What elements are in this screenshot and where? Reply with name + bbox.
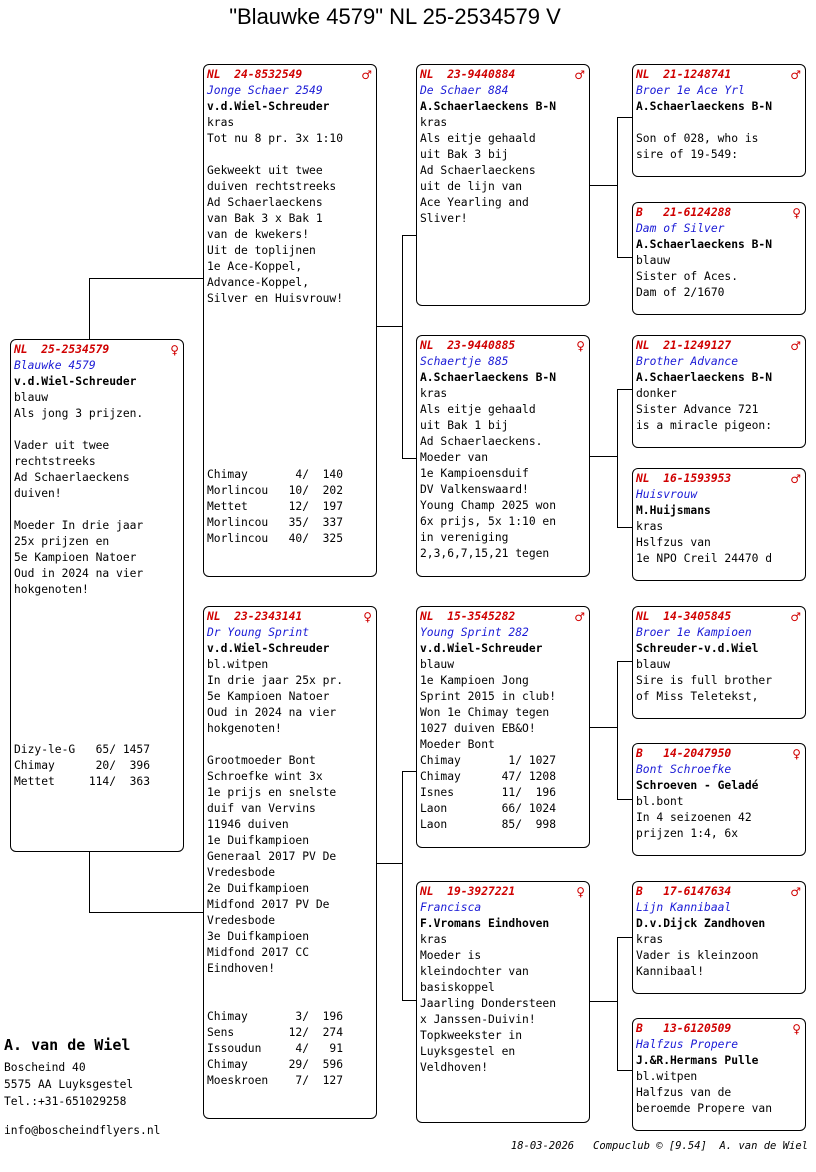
- info-line: Isnes 11/ 196: [420, 786, 557, 799]
- info-line: kleindochter van: [420, 965, 529, 978]
- info-line: sire of 19-549:: [636, 148, 739, 161]
- connector: [402, 771, 417, 772]
- info-line: Moeder is: [420, 949, 482, 962]
- pigeon-name: Broer 1e Kampioen: [636, 626, 752, 639]
- info-line: Son of 028, who is: [636, 132, 759, 145]
- info-line: Ad Schaerlaeckens.: [420, 435, 543, 448]
- info-line: Oud in 2024 na vier: [207, 706, 337, 719]
- info-line: In 4 seizoenen 42: [636, 811, 752, 824]
- info-line: 1e Ace-Koppel,: [207, 260, 303, 273]
- info-line: Sire is full brother: [636, 674, 773, 687]
- ring-number: NL 21-1249127 ♂: [636, 339, 801, 353]
- info-line: bl.witpen: [207, 658, 269, 671]
- info-line: of Miss Teletekst,: [636, 690, 759, 703]
- info-line: kras: [636, 520, 664, 533]
- breeder: A.Schaerlaeckens B-N: [420, 371, 557, 384]
- info-line: blauw: [420, 658, 455, 671]
- results-list: [207, 1009, 373, 1089]
- breeder: v.d.Wiel-Schreuder: [207, 642, 330, 655]
- breeder: D.v.Dijck Zandhoven: [636, 917, 766, 930]
- connector: [589, 1001, 617, 1002]
- owner-address: Boscheind 40: [4, 1061, 86, 1074]
- info-line: 1e Duifkampioen: [207, 834, 310, 847]
- info-line: Luyksgestel en: [420, 1045, 516, 1058]
- info-line: Oud in 2024 na vier: [14, 567, 144, 580]
- info-line: kras: [207, 116, 235, 129]
- info-line: Grootmoeder Bont: [207, 754, 316, 767]
- info-line: beroemde Propere van: [636, 1102, 773, 1115]
- info-line: hokgenoten!: [14, 583, 89, 596]
- pigeon-name: Halfzus Propere: [636, 1038, 739, 1051]
- results-list: [14, 742, 180, 790]
- ring-number: NL 16-1593953 ♂: [636, 472, 801, 486]
- ring-number: NL 23-9440884 ♂: [420, 68, 585, 82]
- connector: [617, 937, 618, 1070]
- info-line: duiven rechtstreeks: [207, 180, 337, 193]
- pigeon-name: Dr Young Sprint: [207, 626, 310, 639]
- info-line: Ad Schaerlaeckens: [420, 164, 536, 177]
- pigeon-card-fmm[interactable]: [632, 468, 806, 581]
- ring-number: NL 23-9440885 ♀: [420, 339, 585, 353]
- result-row: Issoudun 4/ 91: [207, 1042, 344, 1055]
- pigeon-name: Broer 1e Ace Yrl: [636, 84, 745, 97]
- pigeon-card-mff[interactable]: [632, 606, 806, 719]
- info-line: blauw: [14, 391, 49, 404]
- info-line: Moeder In drie jaar: [14, 519, 144, 532]
- result-row: Chimay 3/ 196: [207, 1010, 344, 1023]
- connector: [617, 937, 633, 938]
- breeder: A.Schaerlaeckens B-N: [636, 238, 773, 251]
- result-row: Chimay 29/ 596: [207, 1058, 344, 1071]
- info-line: 2e Duifkampioen: [207, 882, 310, 895]
- info-line: Laon 66/ 1024: [420, 802, 557, 815]
- connector: [617, 799, 633, 800]
- pigeon-name: De Schaer 884: [420, 84, 509, 97]
- info-line: prijzen 1:4, 6x: [636, 827, 739, 840]
- info-line: Sliver!: [420, 212, 468, 225]
- ring-number: NL 24-8532549 ♂: [207, 68, 372, 82]
- connector: [617, 257, 633, 258]
- owner-name: A. van de Wiel: [4, 1036, 131, 1054]
- info-line: uit de lijn van: [420, 180, 523, 193]
- info-line: 1e prijs en snelste: [207, 786, 337, 799]
- info-line: Tot nu 8 pr. 3x 1:10: [207, 132, 344, 145]
- result-row: Mettet 12/ 197: [207, 500, 344, 513]
- info-line: Sister of Aces.: [636, 270, 739, 283]
- info-line: 1e Kampioensduif: [420, 467, 529, 480]
- info-line: DV Valkenswaard!: [420, 483, 529, 496]
- sex-symbol: ♂: [574, 610, 585, 624]
- info-line: Moeder van: [420, 451, 489, 464]
- sex-symbol: ♀: [363, 610, 372, 624]
- info-line: Young Champ 2025 won: [420, 499, 557, 512]
- ring-number: NL 15-3545282 ♂: [420, 610, 585, 624]
- info-line: Chimay 1/ 1027: [420, 754, 557, 767]
- info-line: Chimay 47/ 1208: [420, 770, 557, 783]
- pigeon-card-main[interactable]: [10, 339, 184, 852]
- pigeon-card-mm[interactable]: [416, 881, 590, 1123]
- info-line: is a miracle pigeon:: [636, 419, 773, 432]
- info-line: blauw: [636, 254, 671, 267]
- info-line: kras: [636, 933, 664, 946]
- pigeon-name: Brother Advance: [636, 355, 739, 368]
- info-line: [14, 422, 180, 438]
- info-line: Veldhoven!: [420, 1061, 489, 1074]
- breeder: A.Schaerlaeckens B-N: [636, 100, 773, 113]
- info-line: Vredesbode: [207, 866, 276, 879]
- connector: [617, 117, 633, 118]
- sex-symbol: ♂: [790, 472, 801, 486]
- pigeon-card-mf[interactable]: [416, 606, 590, 848]
- info-line: Advance-Koppel,: [207, 276, 310, 289]
- info-line: donker: [636, 387, 677, 400]
- info-line: Als eitje gehaald: [420, 132, 536, 145]
- connector: [617, 117, 618, 257]
- sex-symbol: ♀: [792, 1022, 801, 1036]
- info-line: Vader uit twee: [14, 439, 110, 452]
- owner-email[interactable]: info@boscheindflyers.nl: [4, 1124, 161, 1137]
- connector: [376, 863, 402, 864]
- info-line: Sprint 2015 in club!: [420, 690, 557, 703]
- ring-number: B 17-6147634 ♂: [636, 885, 801, 899]
- ring-number: NL 21-1248741 ♂: [636, 68, 801, 82]
- connector: [89, 278, 90, 340]
- info-line: Eindhoven!: [207, 962, 276, 975]
- connector: [402, 1000, 417, 1001]
- info-line: uit Bak 1 bij: [420, 419, 509, 432]
- pigeon-name: Bont Schroefke: [636, 763, 732, 776]
- pigeon-name: Jonge Schaer 2549: [207, 84, 323, 97]
- breeder: A.Schaerlaeckens B-N: [420, 100, 557, 113]
- pigeon-name: Lijn Kannibaal: [636, 901, 732, 914]
- pigeon-card-ff[interactable]: [416, 64, 590, 306]
- pigeon-name: Francisca: [420, 901, 482, 914]
- info-line: 11946 duiven: [207, 818, 289, 831]
- pigeon-card-ffm[interactable]: [632, 202, 806, 315]
- info-line: Generaal 2017 PV De: [207, 850, 337, 863]
- breeder: M.Huijsmans: [636, 504, 711, 517]
- ring-number: NL 25-2534579 ♀: [14, 343, 179, 357]
- info-line: 5e Kampioen Natoer: [207, 690, 330, 703]
- info-line: Topkweekster in: [420, 1029, 523, 1042]
- info-line: [207, 737, 373, 753]
- info-line: Dam of 2/1670: [636, 286, 725, 299]
- result-row: Sens 12/ 274: [207, 1026, 344, 1039]
- result-row: Chimay 20/ 396: [14, 759, 151, 772]
- sex-symbol: ♀: [576, 339, 585, 353]
- ring-number: NL 19-3927221 ♀: [420, 885, 585, 899]
- info-line: 25x prijzen en: [14, 535, 110, 548]
- ring-number: B 21-6124288 ♀: [636, 206, 801, 220]
- footer-text: 18-03-2026 Compuclub © [9.54] A. van de Wiel: [510, 1140, 808, 1152]
- sex-symbol: ♂: [361, 68, 372, 82]
- pigeon-name: Schaertje 885: [420, 355, 509, 368]
- info-line: rechtstreeks: [14, 455, 96, 468]
- info-line: Ad Schaerlaeckens: [207, 196, 323, 209]
- info-line: Hslfzus van: [636, 536, 711, 549]
- ring-number: NL 23-2343141 ♀: [207, 610, 372, 624]
- info-line: hokgenoten!: [207, 722, 282, 735]
- info-line: blauw: [636, 658, 671, 671]
- breeder: v.d.Wiel-Schreuder: [420, 642, 543, 655]
- breeder: Schroeven - Geladé: [636, 779, 759, 792]
- sex-symbol: ♀: [792, 206, 801, 220]
- breeder: A.Schaerlaeckens B-N: [636, 371, 773, 384]
- pigeon-name: Huisvrouw: [636, 488, 698, 501]
- sex-symbol: ♀: [792, 747, 801, 761]
- info-line: kras: [420, 387, 448, 400]
- info-line: Midfond 2017 PV De: [207, 898, 330, 911]
- pigeon-card-fmf[interactable]: [632, 335, 806, 448]
- info-line: kras: [420, 116, 448, 129]
- owner-city: 5575 AA Luyksgestel: [4, 1078, 134, 1091]
- pigeon-card-fm[interactable]: [416, 335, 590, 577]
- result-row: Chimay 4/ 140: [207, 468, 344, 481]
- connector: [617, 389, 618, 527]
- info-line: Moeder Bont: [420, 738, 495, 751]
- owner-phone: Tel.:+31-651029258: [4, 1095, 127, 1108]
- connector: [89, 851, 90, 912]
- sex-symbol: ♂: [574, 68, 585, 82]
- connector: [402, 458, 417, 459]
- pigeon-card-mfm[interactable]: [632, 743, 806, 856]
- info-line: Ad Schaerlaeckens: [14, 471, 130, 484]
- connector: [589, 185, 617, 186]
- connector: [376, 326, 402, 327]
- result-row: Mettet 114/ 363: [14, 775, 151, 788]
- connector: [89, 278, 204, 279]
- sex-symbol: ♂: [790, 339, 801, 353]
- ring-number: B 13-6120509 ♀: [636, 1022, 801, 1036]
- info-line: [207, 147, 373, 163]
- connector: [89, 912, 204, 913]
- info-line: bl.witpen: [636, 1070, 698, 1083]
- info-line: 1e Kampioen Jong: [420, 674, 529, 687]
- info-line: basiskoppel: [420, 981, 495, 994]
- pigeon-card-fff[interactable]: [632, 64, 806, 177]
- info-line: in vereniging: [420, 531, 509, 544]
- info-line: van de kwekers!: [207, 228, 310, 241]
- result-row: Morlincou 10/ 202: [207, 484, 344, 497]
- ring-number: B 14-2047950 ♀: [636, 747, 801, 761]
- connector: [617, 389, 633, 390]
- info-line: Won 1e Chimay tegen: [420, 706, 550, 719]
- sex-symbol: ♀: [170, 343, 179, 357]
- connector: [617, 661, 618, 799]
- info-line: Sister Advance 721: [636, 403, 759, 416]
- pigeon-name: Dam of Silver: [636, 222, 725, 235]
- connector: [617, 661, 633, 662]
- info-line: 3e Duifkampioen: [207, 930, 310, 943]
- info-line: Laon 85/ 998: [420, 818, 557, 831]
- result-row: Moeskroen 7/ 127: [207, 1074, 344, 1087]
- connector: [617, 527, 633, 528]
- breeder: v.d.Wiel-Schreuder: [14, 375, 137, 388]
- sex-symbol: ♂: [790, 610, 801, 624]
- info-line: kras: [420, 933, 448, 946]
- info-line: x Janssen-Duivin!: [420, 1013, 536, 1026]
- info-line: Halfzus van de: [636, 1086, 732, 1099]
- info-line: Ace Yearling and: [420, 196, 529, 209]
- pedigree-title: "Blauwke 4579" NL 25-2534579 V: [229, 4, 561, 29]
- pigeon-card-mmf[interactable]: [632, 881, 806, 994]
- info-line: Vredesbode: [207, 914, 276, 927]
- info-line: In drie jaar 25x pr.: [207, 674, 344, 687]
- info-line: Als eitje gehaald: [420, 403, 536, 416]
- info-line: [636, 115, 802, 131]
- info-line: 2,3,6,7,15,21 tegen: [420, 547, 550, 560]
- breeder: Schreuder-v.d.Wiel: [636, 642, 759, 655]
- info-line: Kannibaal!: [636, 965, 705, 978]
- info-line: 1e NPO Creil 24470 d: [636, 552, 773, 565]
- info-line: van Bak 3 x Bak 1: [207, 212, 323, 225]
- pigeon-name: Young Sprint 282: [420, 626, 529, 639]
- info-line: Uit de toplijnen: [207, 244, 316, 257]
- info-line: Gekweekt uit twee: [207, 164, 323, 177]
- connector: [589, 727, 617, 728]
- result-row: Morlincou 40/ 325: [207, 532, 344, 545]
- info-line: duiven!: [14, 487, 62, 500]
- pigeon-card-mother[interactable]: [203, 606, 377, 1119]
- results-list: [207, 467, 373, 547]
- info-line: Schroefke wint 3x: [207, 770, 323, 783]
- info-line: Vader is kleinzoon: [636, 949, 759, 962]
- connector: [589, 456, 617, 457]
- info-line: 5e Kampioen Natoer: [14, 551, 137, 564]
- breeder: F.Vromans Eindhoven: [420, 917, 550, 930]
- info-line: bl.bont: [636, 795, 684, 808]
- connector: [402, 771, 403, 1000]
- info-line: Silver en Huisvrouw!: [207, 292, 344, 305]
- result-row: Morlincou 35/ 337: [207, 516, 344, 529]
- sex-symbol: ♀: [576, 885, 585, 899]
- connector: [617, 1070, 633, 1071]
- breeder: J.&R.Hermans Pulle: [636, 1054, 759, 1067]
- info-line: Midfond 2017 CC: [207, 946, 310, 959]
- sex-symbol: ♂: [790, 68, 801, 82]
- info-line: duif van Vervins: [207, 802, 316, 815]
- ring-number: NL 14-3405845 ♂: [636, 610, 801, 624]
- info-line: Jaarling Dondersteen: [420, 997, 557, 1010]
- info-line: 6x prijs, 5x 1:10 en: [420, 515, 557, 528]
- sex-symbol: ♂: [790, 885, 801, 899]
- result-row: Dizy-le-G 65/ 1457: [14, 743, 151, 756]
- pigeon-card-mmm[interactable]: [632, 1018, 806, 1131]
- owner-block: [4, 1035, 133, 1110]
- pigeon-name: Blauwke 4579: [14, 359, 96, 372]
- info-line: [14, 502, 180, 518]
- info-line: Als jong 3 prijzen.: [14, 407, 144, 420]
- connector: [402, 235, 403, 458]
- breeder: v.d.Wiel-Schreuder: [207, 100, 330, 113]
- pigeon-card-father[interactable]: [203, 64, 377, 577]
- info-line: uit Bak 3 bij: [420, 148, 509, 161]
- info-line: 1027 duiven EB&O!: [420, 722, 536, 735]
- connector: [402, 235, 417, 236]
